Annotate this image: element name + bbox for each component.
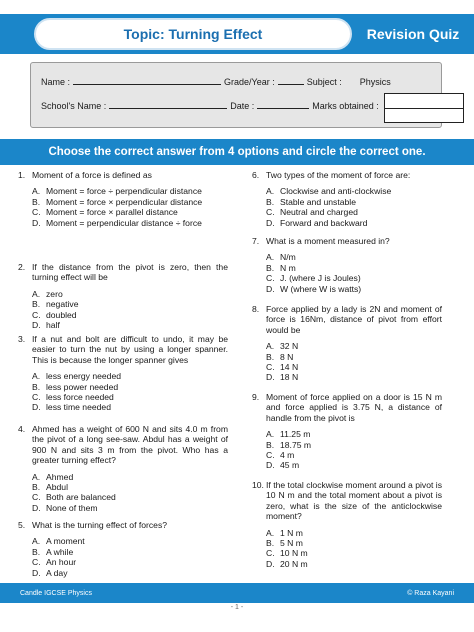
option-a[interactable]: A. Clockwise and anti-clockwise [266, 186, 392, 197]
question-text: Two types of the moment of force are: [266, 170, 411, 180]
grade-field[interactable] [278, 84, 304, 85]
question-number: 3. [18, 334, 26, 344]
marks-box[interactable] [384, 93, 464, 123]
question-number: 1. [18, 170, 26, 180]
question-number: 10. [252, 480, 264, 490]
name-label: Name : [41, 77, 71, 87]
subject-label: Subject : [306, 77, 342, 87]
option-d[interactable]: D. None of them [32, 502, 98, 513]
question-text: Ahmed has a weight of 600 N and sits 4.0 m from the pivot of a long see-saw. Abdul has a weight of 900 N and sits 3 m from the pivot. Who has a greater turning effect? [32, 424, 228, 466]
marks-label: Marks obtained : [312, 101, 379, 111]
question-1 [18, 170, 228, 228]
option-b[interactable]: B. 5 N m [266, 538, 303, 549]
question-number: 2. [18, 262, 26, 272]
question-8 [252, 304, 442, 383]
school-field[interactable] [109, 108, 227, 109]
topic-title: Topic: Turning Effect [123, 26, 263, 42]
option-d[interactable]: D. 45 m [266, 460, 300, 471]
question-5 [18, 520, 228, 578]
option-a[interactable]: A. less energy needed [32, 371, 122, 382]
option-a[interactable]: A. Ahmed [32, 471, 74, 482]
question-number: 9. [252, 392, 260, 402]
option-a[interactable]: A. 32 N [266, 341, 299, 352]
school-label: School's Name : [41, 101, 107, 111]
option-c[interactable]: C. 4 m [266, 450, 295, 461]
option-d[interactable]: D. Forward and backward [266, 217, 368, 228]
option-c[interactable]: C. 10 N m [266, 548, 308, 559]
option-b[interactable]: B. Abdul [32, 482, 68, 493]
footer-right-text: © Raza Kayani [407, 589, 454, 597]
option-a[interactable]: A. A moment [32, 536, 85, 547]
question-text: If the total clockwise moment around a pivot is 10 N m and the total moment about a pivot is zero, what is the size of the anticlockwise moment? [266, 480, 442, 522]
option-b[interactable]: B. A while [32, 546, 74, 557]
option-a[interactable]: A. Moment = force ÷ perpendicular distance [32, 186, 202, 197]
option-d[interactable]: D. half [32, 320, 60, 331]
info-row-1 [41, 77, 391, 87]
question-number: 8. [252, 304, 260, 314]
option-b[interactable]: B. negative [32, 299, 79, 310]
question-10 [252, 480, 442, 569]
question-7 [252, 236, 442, 294]
question-text: What is a moment measured in? [266, 236, 390, 246]
date-field[interactable] [257, 108, 309, 109]
option-d[interactable]: D. Moment = perpendicular distance ÷ force [32, 217, 202, 228]
grade-label: Grade/Year : [224, 77, 275, 87]
option-d[interactable]: D. less time needed [32, 402, 111, 413]
topic-pill [34, 18, 352, 50]
question-text: What is the turning effect of forces? [32, 520, 168, 530]
question-number: 6. [252, 170, 260, 180]
question-3 [18, 334, 228, 413]
option-c[interactable]: C. Both are balanced [32, 492, 116, 503]
option-c[interactable]: C. 14 N [266, 362, 299, 373]
option-c[interactable]: C. Moment = force × parallel distance [32, 207, 178, 218]
option-a[interactable]: A. 1 N m [266, 527, 303, 538]
question-number: 7. [252, 236, 260, 246]
question-text: If the distance from the pivot is zero, then the turning effect will be [32, 262, 228, 283]
question-number: 5. [18, 520, 26, 530]
info-box [30, 62, 442, 128]
question-2 [18, 262, 228, 330]
question-9 [252, 392, 442, 471]
option-c[interactable]: C. less force needed [32, 392, 114, 403]
option-c[interactable]: C. J. (where J is Joules) [266, 273, 361, 284]
question-4 [18, 424, 228, 513]
name-field[interactable] [73, 84, 221, 85]
option-b[interactable]: B. N m [266, 262, 296, 273]
question-6 [252, 170, 442, 228]
subject-value: Physics [359, 77, 391, 87]
question-text: Force applied by a lady is 2N and moment of force is 16Nm, distance of pivot from effort would be [266, 304, 442, 335]
option-d[interactable]: D. 18 N [266, 372, 299, 383]
option-c[interactable]: C. doubled [32, 309, 77, 320]
option-c[interactable]: C. An hour [32, 557, 77, 568]
option-d[interactable]: D. A day [32, 567, 68, 578]
option-a[interactable]: A. N/m [266, 252, 296, 263]
page-number: - 1 - [230, 604, 244, 611]
option-b[interactable]: B. Stable and unstable [266, 196, 356, 207]
instruction-text: Choose the correct answer from 4 options and circle the correct one. [48, 146, 426, 158]
option-d[interactable]: D. 20 N m [266, 558, 308, 569]
question-text: If a nut and bolt are difficult to undo, it may be easier to turn the nut by using a longer spanner. This is because the longer spanner gives [32, 334, 228, 365]
footer-left-text: Candle IGCSE Physics [20, 589, 92, 597]
option-b[interactable]: B. Moment = force × perpendicular distance [32, 196, 203, 207]
option-b[interactable]: B. 18.75 m [266, 439, 312, 450]
option-a[interactable]: A. 11.25 m [266, 429, 311, 440]
date-label: Date : [230, 101, 255, 111]
option-d[interactable]: D. W (where W is watts) [266, 283, 362, 294]
instruction-bar [0, 139, 474, 165]
option-b[interactable]: B. less power needed [32, 381, 119, 392]
question-number: 4. [18, 424, 26, 434]
info-row-2 [41, 101, 379, 111]
option-b[interactable]: B. 8 N [266, 351, 294, 362]
quiz-title: Revision Quiz [366, 26, 460, 42]
option-a[interactable]: A. zero [32, 288, 63, 299]
question-text: Moment of a force is defined as [32, 170, 152, 180]
option-c[interactable]: C. Neutral and charged [266, 207, 358, 218]
question-text: Moment of force applied on a door is 15 N m and force applied is 3.75 N, a distance of handle from the pivot is [266, 392, 442, 423]
